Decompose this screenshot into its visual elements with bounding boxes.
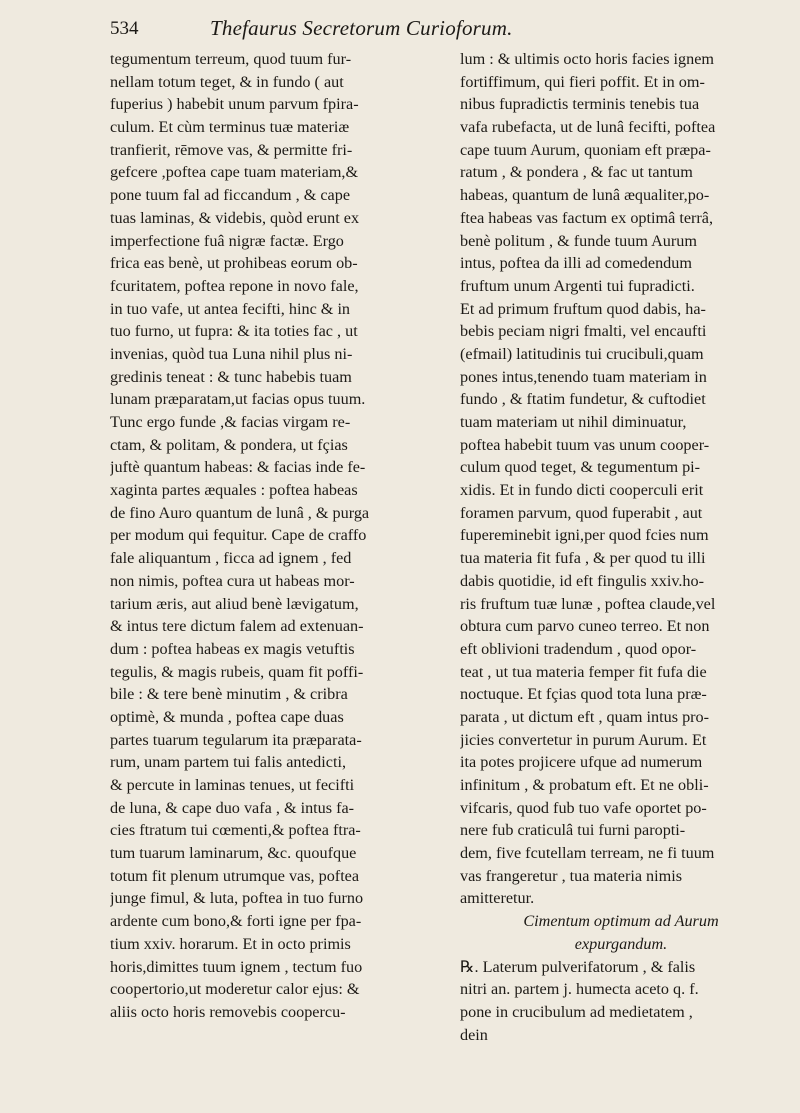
text-line: dein <box>460 1025 488 1044</box>
text-line: fupereminebit igni,per quod fcies num <box>460 526 709 545</box>
text-line: culum. Et cùm terminus tuæ materiæ <box>110 118 350 137</box>
text-line: bebis peciam nigri fmalti, vel encaufti <box>460 322 707 341</box>
text-line: fundo , & ftatim fundetur, & cuftodiet <box>460 390 706 409</box>
text-line: amitteretur. <box>460 889 535 908</box>
text-line: fruftum unum Argenti tui fupradicti. <box>460 276 695 295</box>
text-line: fortiffimum, qui fieri poffit. Et in om- <box>460 72 705 91</box>
text-line: gredinis teneat : & tunc habebis tuam <box>110 367 352 386</box>
text-line: nellam totum teget, & in fundo ( aut <box>110 72 344 91</box>
text-line: nibus fupradictis terminis tenebis tua <box>460 95 700 114</box>
text-line: xidis. Et in fundo dicti cooperculi erit <box>460 481 704 500</box>
text-line: dum : poftea habeas ex magis vetuftis <box>110 639 355 658</box>
text-line: invenias, quòd tua Luna nihil plus ni- <box>110 344 353 363</box>
text-line: ℞. Laterum pulverifatorum , & falis <box>460 957 696 976</box>
text-line: tum tuarum laminarum, &c. quoufque <box>110 844 357 863</box>
text-line: rum, unam partem tui falis antedicti, <box>110 753 346 772</box>
text-line: optimè, & munda , poftea cape duas <box>110 707 344 726</box>
text-line: culum quod teget, & tegumentum pi- <box>460 458 701 477</box>
text-line: cies ftratum tui cœmenti,& poftea ftra- <box>110 821 361 840</box>
text-line: & percute in laminas tenues, ut fecifti <box>110 776 355 794</box>
text-line: dem, five fcutellam terream, ne fi tuum <box>460 844 715 863</box>
text-line: Et ad primum fruftum quod dabis, ha- <box>460 299 706 318</box>
text-line: juftè quantum habeas: & facias inde fe- <box>110 458 366 477</box>
text-line: vas frangeretur , tua materia nimis <box>460 866 683 885</box>
text-line: intus, poftea da illi ad comedendum <box>460 254 692 273</box>
text-line: non nimis, poftea cura ut habeas mor- <box>110 571 355 590</box>
text-line: lunam præparatam,ut facias opus tuum. <box>110 390 366 409</box>
left-text-column <box>110 48 442 1024</box>
text-line: partes tuarum tegularum ita præparata- <box>110 730 362 749</box>
text-line: pone tuum fal ad ficcandum , & cape <box>110 186 351 205</box>
text-line: Cimentum optimum ad Aurum <box>523 912 719 931</box>
page-number: 534 <box>110 18 139 39</box>
right-text-column <box>460 48 782 1046</box>
text-line: cape tuum Aurum, quoniam eft præpa- <box>460 140 711 159</box>
text-line: de fino Auro quantum de lunâ , & purga <box>110 503 370 522</box>
text-line: habeas, quantum de lunâ æqualiter,po- <box>460 186 710 205</box>
text-line: tuam materiam ut nihil diminuatur, <box>460 413 687 431</box>
text-line: bile : & tere benè minutim , & cribra <box>110 685 348 704</box>
text-line: imperfectione fuâ nigræ factæ. Ergo <box>110 231 344 250</box>
text-line: tegulis, & magis rubeis, quam fit poffi- <box>110 662 364 681</box>
text-line: jicies convertetur in purum Aurum. Et <box>460 730 707 749</box>
text-line: (efmail) latitudinis tui crucibuli,quam <box>460 344 704 363</box>
text-line: ris fruftum tuæ lunæ , poftea claude,vel <box>460 594 716 613</box>
text-line: nere fub craticulâ tui furni paropti- <box>460 821 686 840</box>
text-line: poftea habebit tuum vas unum cooper- <box>460 435 710 454</box>
text-line: vafa rubefacta, ut de lunâ fecifti, poftea <box>460 118 716 137</box>
text-line: foramen parvum, quod fuperabit , aut <box>460 503 703 522</box>
text-line: tuo furno, ut fupra: & ita toties fac , ut <box>110 322 358 341</box>
text-line: per modum qui fequitur. Cape de craffo <box>110 526 367 545</box>
text-line: xaginta partes æquales : poftea habeas <box>110 481 358 500</box>
text-line: & intus tere dictum falem ad extenuan- <box>110 617 364 636</box>
text-line: ratum , & pondera , & fac ut tantum <box>460 163 693 182</box>
text-line: noctuque. Et fçias quod tota luna præ- <box>460 685 707 704</box>
text-line: nitri an. partem j. humecta aceto q. f. <box>460 980 699 999</box>
text-line: junge fimul, & luta, poftea in tuo furno <box>110 889 364 908</box>
text-line: vifcaris, quod fub tuo vafe oportet po- <box>460 798 707 817</box>
text-line: tranfierit, rēmove vas, & permitte fri- <box>110 140 353 159</box>
text-line: pone in crucibulum ad medietatem , <box>460 1002 693 1021</box>
text-line: tarium æris, aut aliud benè lævigatum, <box>110 594 359 613</box>
text-line: de luna, & cape duo vafa , & intus fa- <box>110 798 355 817</box>
text-line: infinitum , & probatum eft. Et ne obli- <box>460 776 709 794</box>
page-header <box>110 14 782 44</box>
text-line: ardente cum bono,& forti igne per fpa- <box>110 912 362 931</box>
running-title: Thefaurus Secretorum Curioforum. <box>210 16 513 40</box>
text-line: tium xxiv. horarum. Et in octo primis <box>110 934 351 953</box>
text-line: lum : & ultimis octo horis facies ignem <box>460 50 715 68</box>
text-line: gefcere ,poftea cape tuam materiam,& <box>110 163 359 182</box>
text-line: teat , ut tua materia femper fit fufa die <box>460 662 707 681</box>
text-line: in tuo vafe, ut antea fecifti, hinc & in <box>110 299 351 318</box>
text-line: pones intus,tenendo tuam materiam in <box>460 367 707 386</box>
text-line: fale aliquantum , ficca ad ignem , fed <box>110 549 352 568</box>
text-line: tegumentum terreum, quod tuum fur- <box>110 50 352 68</box>
text-line: tua materia fit fufa , & per quod tu illi <box>460 549 706 568</box>
text-line: fuperius ) habebit unum parvum fpira- <box>110 95 359 114</box>
text-line: ita potes projicere ufque ad numerum <box>460 753 703 772</box>
text-line: obtura cum parvo cuneo terreo. Et non <box>460 617 710 636</box>
text-line: fcuritatem, poftea repone in novo fale, <box>110 276 359 295</box>
text-line: ftea habeas vas factum ex optimâ terrâ, <box>460 208 714 227</box>
text-line: expurgandum. <box>574 934 668 953</box>
text-line: tuas laminas, & videbis, quòd erunt ex <box>110 208 360 227</box>
text-line: aliis octo horis removebis coopercu- <box>110 1002 346 1021</box>
text-line: eft oblivioni tradendum , quod opor- <box>460 639 697 658</box>
text-line: parata , ut dictum eft , quam intus pro- <box>460 707 710 726</box>
text-line: dabis quotidie, id eft fingulis xxiv.ho- <box>460 571 704 590</box>
text-line: totum fit plenum utrumque vas, poftea <box>110 866 360 885</box>
text-line: frica eas benè, ut prohibeas eorum ob- <box>110 254 358 273</box>
text-line: coopertorio,ut moderetur calor ejus: & <box>110 980 360 999</box>
text-line: Tunc ergo funde ,& facias virgam re- <box>110 413 351 431</box>
text-line: horis,dimittes tuum ignem , tectum fuo <box>110 957 363 976</box>
text-line: benè politum , & funde tuum Aurum <box>460 231 697 250</box>
text-line: ctam, & politam, & pondera, ut fçias <box>110 435 348 454</box>
